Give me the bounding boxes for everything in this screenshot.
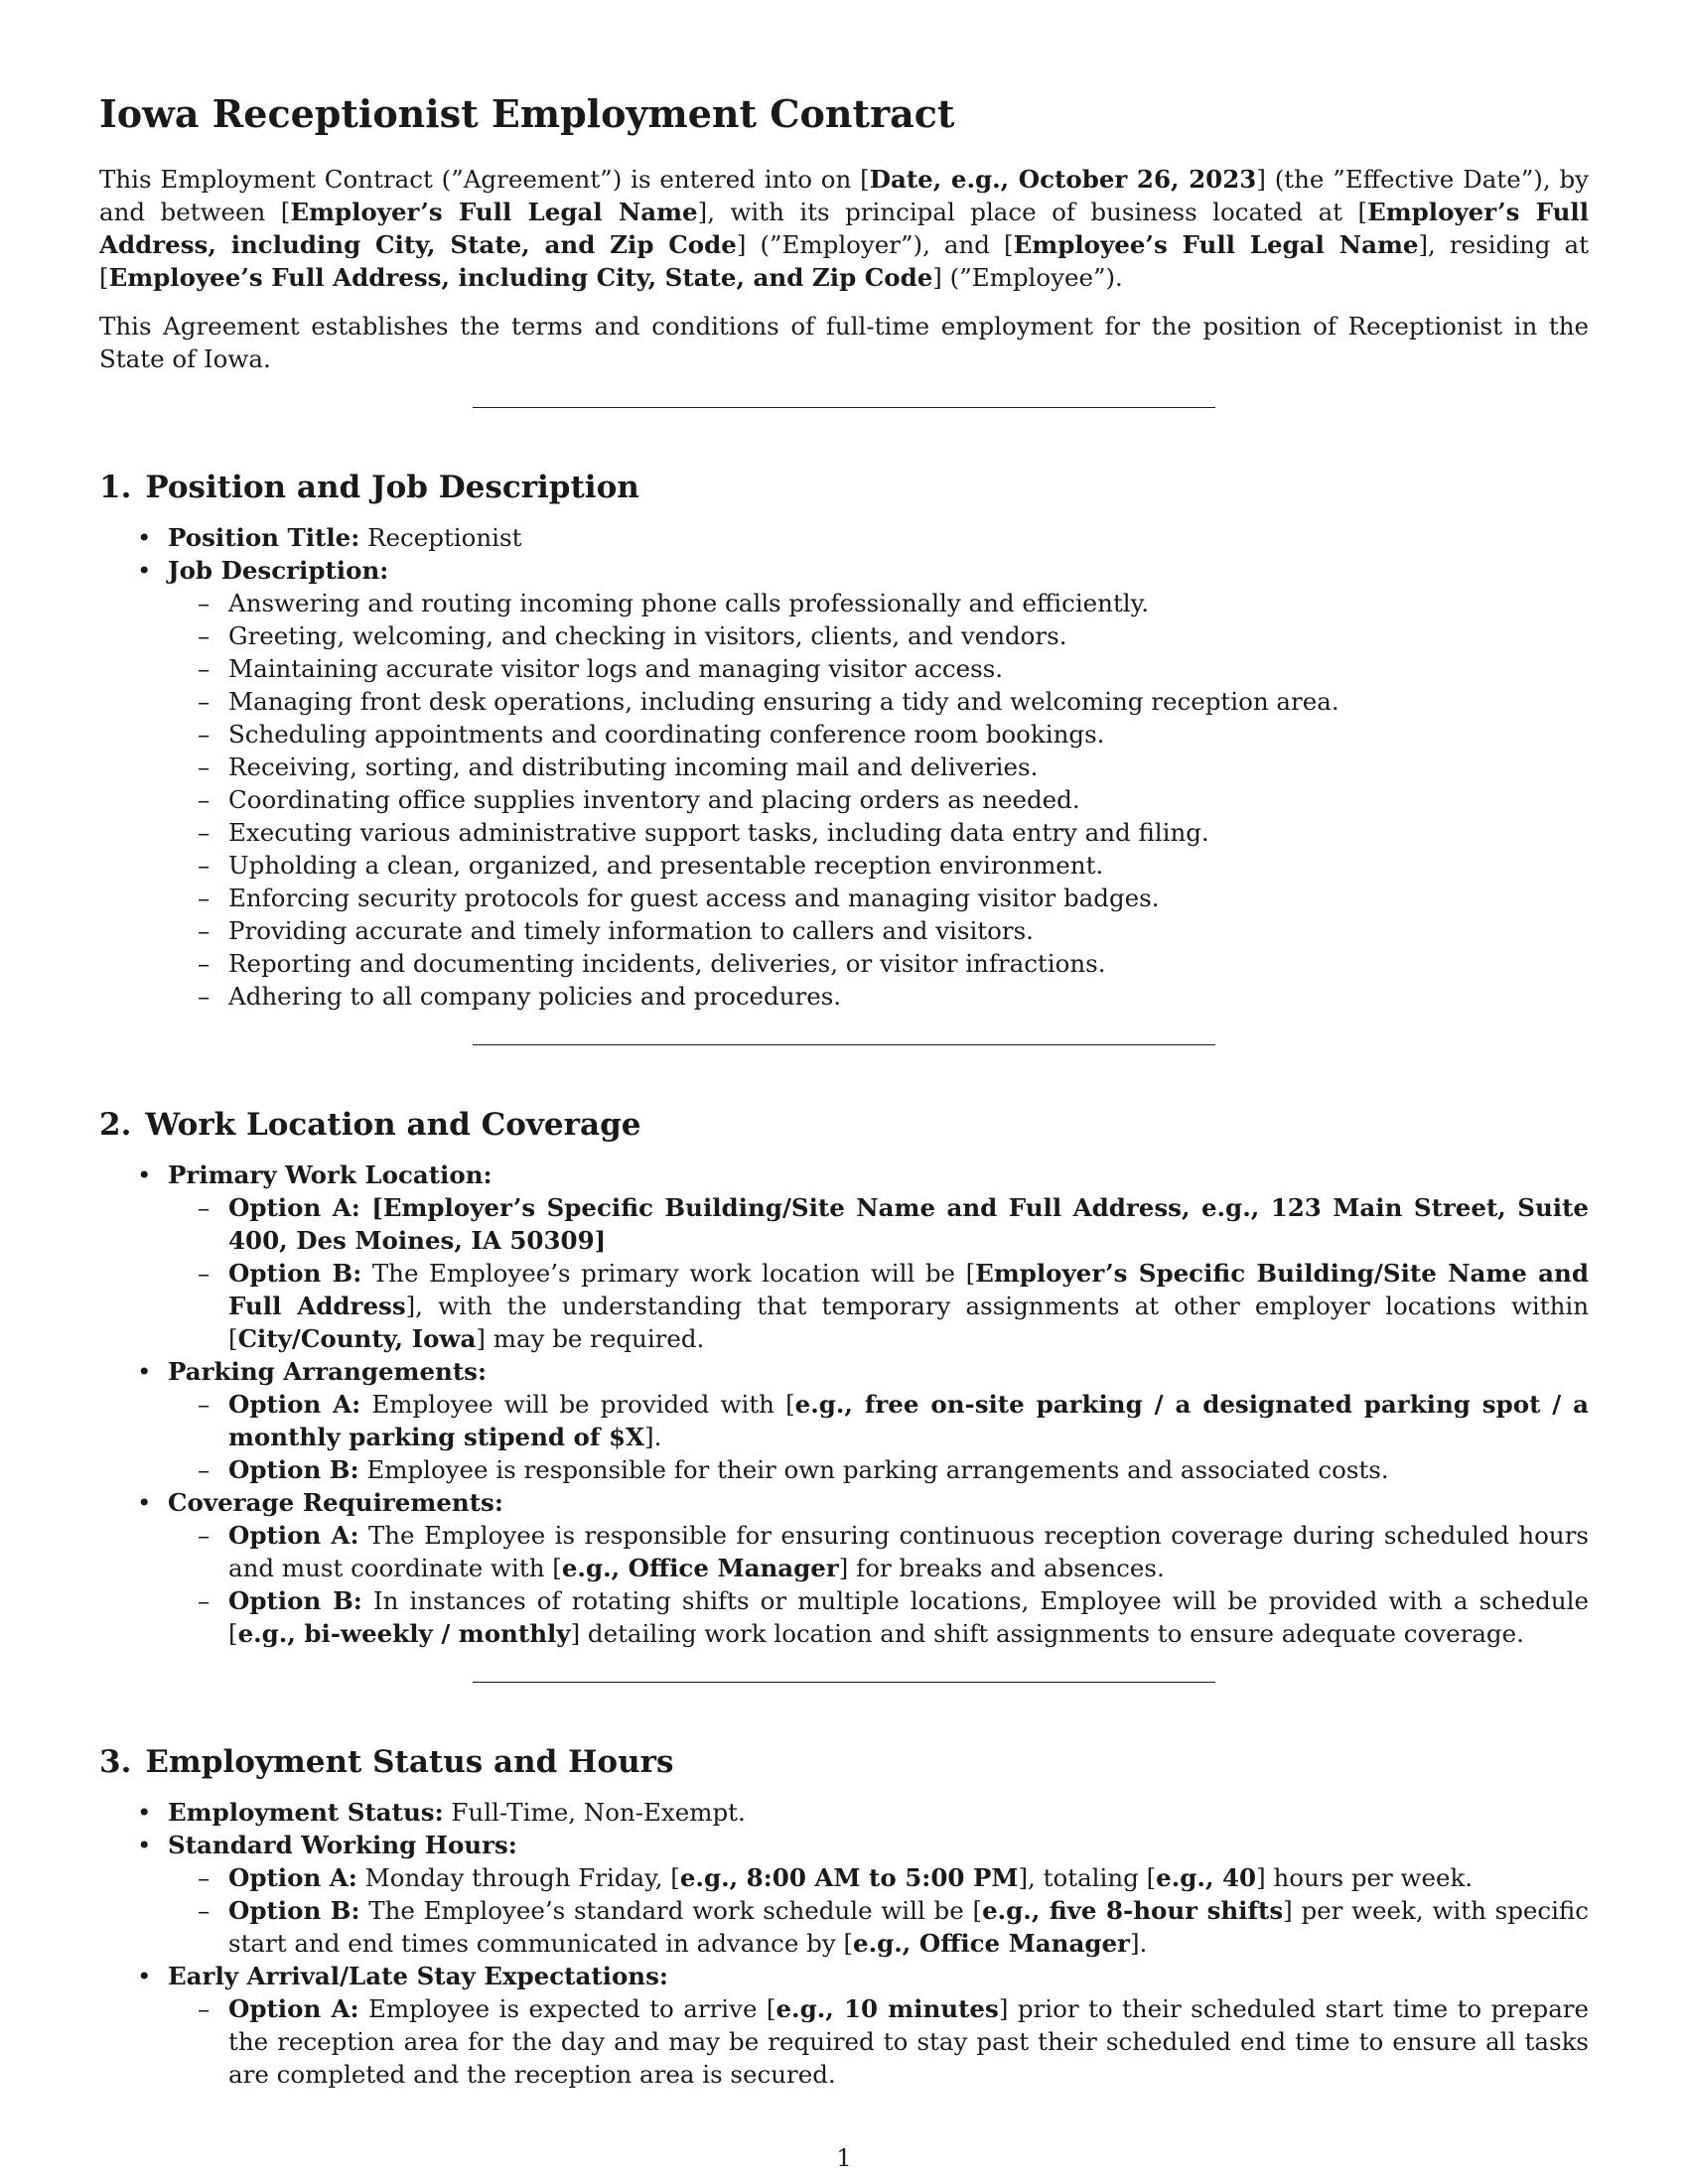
duty-item: – Providing accurate and timely information to callers and visitors. [168,914,1589,947]
duty-item: – Maintaining accurate visitor logs and managing visitor access. [168,652,1589,685]
option-item: – Option A: The Employee is responsible for ensuring continuous reception coverage during scheduled hours and must coordinate with [e.g., Office Manager] for breaks and absences. [168,1519,1589,1584]
option-item: – Option B: In instances of rotating shifts or multiple locations, Employee will be provided with a schedule [e.g., bi-weekly / monthly] detailing work location and shift assignments to ensure adequate coverage. [168,1584,1589,1650]
section-divider [473,1682,1215,1683]
section-heading-3: 3. Employment Status and Hours [99,1744,674,1780]
section-heading-2: 2. Work Location and Coverage [99,1107,641,1143]
list-item: • Employment Status: Full-Time, Non-Exempt. [99,1796,1589,1829]
duty-item: – Executing various administrative support tasks, including data entry and filing. [168,816,1589,849]
section-2-list [99,1159,1589,1650]
duty-item: – Coordinating office supplies inventory and placing orders as needed. [168,783,1589,816]
duty-item: – Upholding a clean, organized, and presentable reception environment. [168,849,1589,882]
list-item: • Parking Arrangements: – Option A: Employee will be provided with [e.g., free on-site parking / a designated parking spot / a monthly parking stipend of $X]. – Option B: Employee is responsible for their own parking arrangements and associated costs. [99,1355,1589,1486]
coverage-options [168,1519,1589,1650]
duty-item: – Greeting, welcoming, and checking in visitors, clients, and vendors. [168,619,1589,652]
list-item: • Primary Work Location: – Option A: [Employer’s Specific Building/Site Name and Full Address, e.g., 123 Main Street, Suite 400, Des Moines, IA 50309] – Option B: The Employee’s primary work location will be [Employer’s Specific Building/Site Name and Full Address], with the understanding that temporary assignments at other employer locations within [City/County, Iowa] may be required. [99,1159,1589,1355]
intro-paragraph: This Employment Contract (”Agreement”) is entered into on [Date, e.g., October 26, 2023] (the ”Effective Date”), by and between [Employer’s Full Legal Name], with its principal place of business located at [Employer’s Full Address, including City, State, and Zip Code] (”Employer”), and [Employee’s Full Legal Name], residing at [Employee’s Full Address, including City, State, and Zip Code] (”Employee”). [99,165,1589,292]
duty-item: – Reporting and documenting incidents, deliveries, or visitor infractions. [168,947,1589,980]
option-item: – Option B: Employee is responsible for their own parking arrangements and associated costs. [168,1453,1589,1486]
document-page [99,91,1589,2091]
list-item: • Job Description: – Answering and routing incoming phone calls professionally and efficiently. – Greeting, welcoming, and checking in visitors, clients, and vendors. – Maintaining accurate visitor logs and managing visitor access. – Managing front desk operations, including ensuring a tidy and welcoming reception area. – Scheduling appointments and coordinating conference room bookings. – Receiving, sorting, and distributing incoming mail and deliveries. – Coordinating office supplies inventory and placing orders as needed. – Executing various administrative support tasks, including data entry and filing. – Upholding a clean, organized, and presentable reception environment. – Enforcing security protocols for guest access and managing visitor badges. – Providing accurate and timely information to callers and visitors. – Reporting and documenting incidents, deliveries, or visitor infractions. – Adhering to all company policies and procedures. [99,554,1589,1013]
option-item: – Option B: The Employee’s primary work location will be [Employer’s Specific Building/Site Name and Full Address], with the understanding that temporary assignments at other employer locations within [City/County, Iowa] may be required. [168,1257,1589,1355]
section-divider [473,1044,1215,1045]
list-item: • Position Title: Receptionist [99,521,1589,554]
section-1-list [99,521,1589,1013]
duty-item: – Adhering to all company policies and procedures. [168,980,1589,1013]
duty-item: – Answering and routing incoming phone calls professionally and efficiently. [168,587,1589,619]
list-item: • Early Arrival/Late Stay Expectations: – Option A: Employee is expected to arrive [e.g., 10 minutes] prior to their scheduled start time to prepare the reception area for the day and may be required to stay past their scheduled end time to ensure all tasks are completed and the reception area is secured. [99,1960,1589,2091]
option-item: – Option A: Employee will be provided with [e.g., free on-site parking / a designated parking spot / a monthly parking stipend of $X]. [168,1388,1589,1453]
job-duties-list [168,587,1589,1013]
option-item: – Option A: [Employer’s Specific Building/Site Name and Full Address, e.g., 123 Main Street, Suite 400, Des Moines, IA 50309] [168,1191,1589,1257]
parking-options [168,1388,1589,1486]
section-divider [473,407,1215,408]
list-item: • Standard Working Hours: – Option A: Monday through Friday, [e.g., 8:00 AM to 5:00 PM], totaling [e.g., 40] hours per week. – Option B: The Employee’s standard work schedule will be [e.g., five 8-hour shifts] per week, with specific start and end times communicated in advance by [e.g., Office Manager]. [99,1829,1589,1960]
option-item: – Option A: Employee is expected to arrive [e.g., 10 minutes] prior to their scheduled start time to prepare the reception area for the day and may be required to stay past their scheduled end time to ensure all tasks are completed and the reception area is secured. [168,1992,1589,2091]
location-options [168,1191,1589,1355]
list-item: • Coverage Requirements: – Option A: The Employee is responsible for ensuring continuous reception coverage during scheduled hours and must coordinate with [e.g., Office Manager] for breaks and absences. – Option B: In instances of rotating shifts or multiple locations, Employee will be provided with a schedule [e.g., bi-weekly / monthly] detailing work location and shift assignments to ensure adequate coverage. [99,1486,1589,1650]
section-3-list [99,1796,1589,2091]
duty-item: – Managing front desk operations, including ensuring a tidy and welcoming reception area. [168,685,1589,718]
hours-options [168,1861,1589,1960]
early-arrival-options [168,1992,1589,2091]
intro-paragraph-2: This Agreement establishes the terms and conditions of full-time employment for the position of Receptionist in the State of Iowa. [99,312,1589,373]
section-heading-1: 1. Position and Job Description [99,470,639,505]
duty-item: – Scheduling appointments and coordinating conference room bookings. [168,718,1589,751]
option-item: – Option B: The Employee’s standard work schedule will be [e.g., five 8-hour shifts] per week, with specific start and end times communicated in advance by [e.g., Office Manager]. [168,1894,1589,1960]
page-number: 1 [836,2144,852,2172]
duty-item: – Enforcing security protocols for guest access and managing visitor badges. [168,882,1589,914]
duty-item: – Receiving, sorting, and distributing incoming mail and deliveries. [168,751,1589,783]
document-title: Iowa Receptionist Employment Contract [99,91,955,136]
option-item: – Option A: Monday through Friday, [e.g., 8:00 AM to 5:00 PM], totaling [e.g., 40] hours per week. [168,1861,1589,1894]
